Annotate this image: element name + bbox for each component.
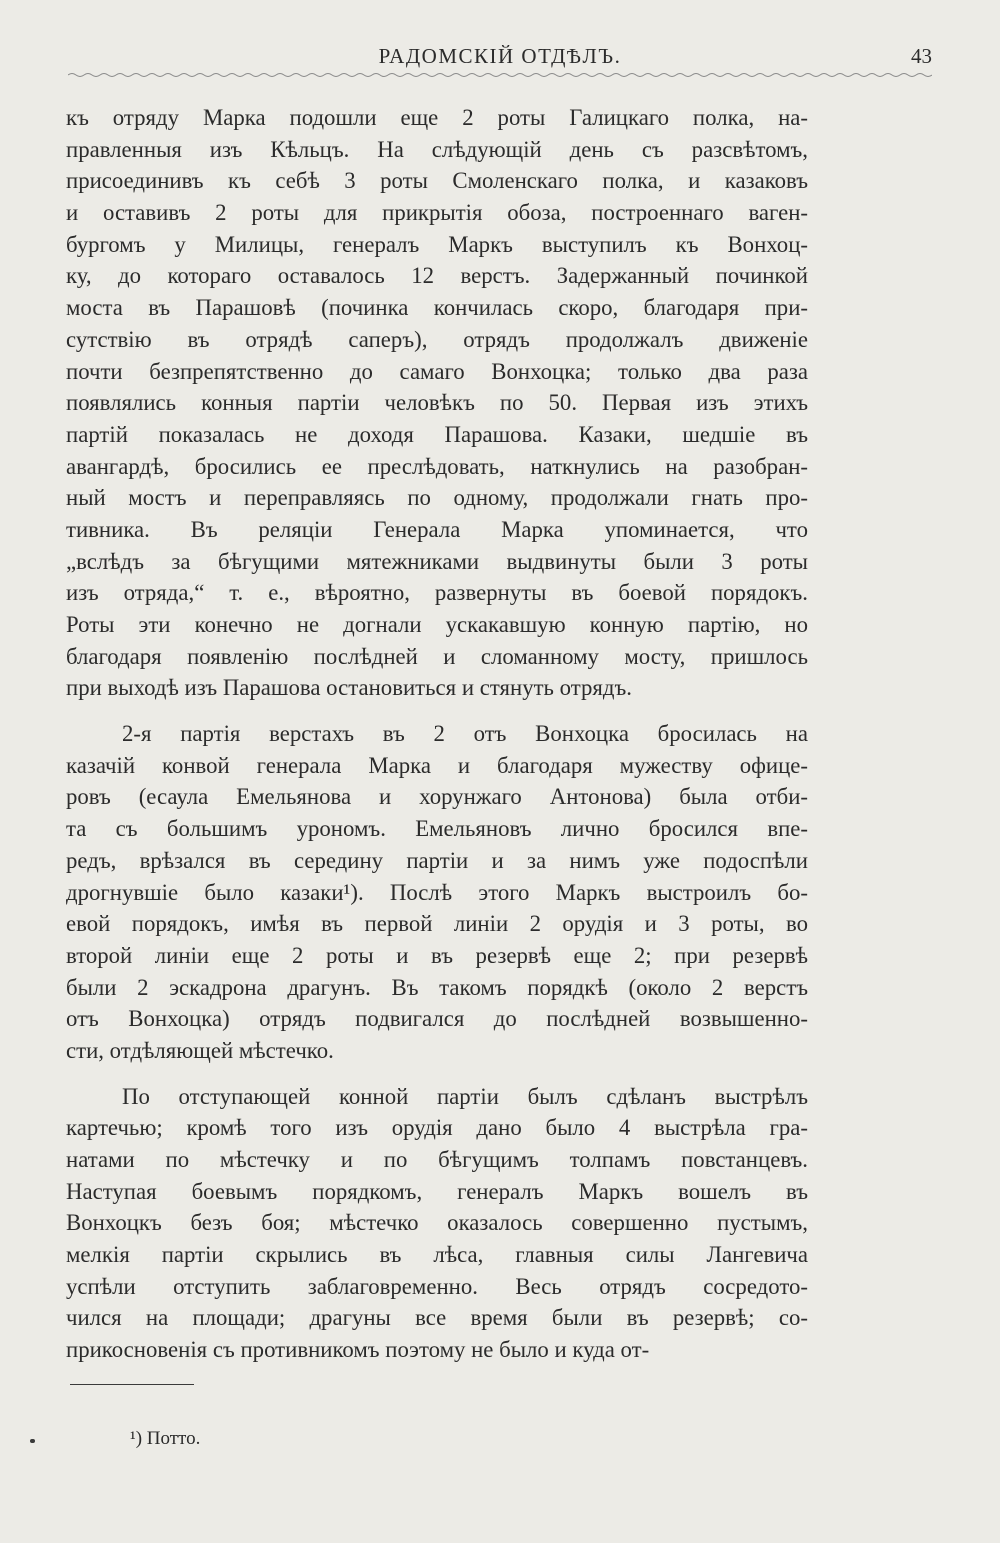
text-line: ный мостъ и переправляясь по одному, продолжали гнать про- [66,485,808,511]
running-title: РАДОМСКІЙ ОТДѢЛЪ. [378,44,622,68]
text-line: ку, до котораго оставалось 12 верстъ. Задержанный починкой [66,263,808,289]
text-line: при выходѣ изъ Парашова остановиться и стянуть отрядъ. [66,675,632,701]
text-line: партій показалась не доходя Парашова. Казаки, шедшіе въ [66,421,808,447]
paragraph-gap [66,704,808,718]
paragraph-2 [66,718,808,1067]
text-line: моста въ Парашовѣ (починка кончилась скоро, благодаря при- [66,295,808,321]
text-line: По отступающей конной партіи былъ сдѣланъ выстрѣлъ [122,1083,808,1109]
text-line: чился на площади; драгуны все время были въ резервѣ; со- [66,1305,808,1331]
text-line: дрогнувшіе было казаки¹). Послѣ этого Маркъ выстроилъ бо- [66,879,808,905]
text-line: къ отряду Марка подошли еще 2 роты Галицкаго полка, на- [66,105,808,130]
text-line: тивника. Въ реляціи Генерала Марка упоминается, что [66,516,808,542]
text-line: та съ большимъ урономъ. Емельяновъ лично бросился впе- [66,816,808,842]
footnote-marker: ¹) [130,1428,143,1449]
paragraph-1 [66,102,808,704]
text-line: бургомъ у Милицы, генералъ Маркъ выступилъ къ Вонхоц- [66,231,808,257]
text-line: натами по мѣстечку и по бѣгущимъ толпамъ повстанцевъ. [66,1147,808,1172]
paragraph-gap [66,1067,808,1081]
text-line: Наступая боевымъ порядкомъ, генералъ Маркъ вошелъ въ [66,1178,808,1204]
text-line: сутствію въ отрядѣ саперъ), отрядъ продолжалъ движеніе [66,326,808,352]
print-speck [30,1439,35,1443]
text-line: сти, отдѣляющей мѣстечко. [66,1037,334,1063]
footnote-text: Потто. [146,1428,201,1449]
body-text [66,102,808,1366]
text-line: „вслѣдъ за бѣгущими мятежниками выдвинуты были 3 роты [66,548,808,574]
footnote [130,1428,200,1450]
header-wavy-rule [68,70,932,80]
text-line: ровъ (есаула Емельянова и хорунжаго Антонова) была отби- [66,784,808,810]
text-line: казачій конвой генерала Марка и благодаря мужеству офице- [66,752,808,778]
text-line: Роты эти конечно не догнали ускакавшую конную партію, но [66,612,808,637]
text-line: были 2 эскадрона драгунъ. Въ такомъ порядкѣ (около 2 верстъ [66,974,808,1000]
footnote-rule [70,1384,194,1385]
text-line: Вонхоцкъ безъ боя; мѣстечко оказалось совершенно пустымъ, [66,1210,808,1236]
text-line: прикосновенія съ противникомъ поэтому не было и куда от- [66,1337,650,1363]
text-line: и оставивъ 2 роты для прикрытія обоза, построеннаго ваген- [66,200,808,226]
text-line: евой порядокъ, имѣя въ первой линіи 2 орудія и 3 роты, во [66,911,808,937]
text-line: появлялись конныя партіи человѣкъ по 50. Первая изъ этихъ [66,390,808,416]
text-line: авангардѣ, бросились ее преслѣдовать, наткнулись на разобран- [66,453,808,479]
text-line: редъ, врѣзался въ середину партіи и за нимъ уже подоспѣли [66,847,808,873]
page-number: 43 [911,44,932,68]
text-line: картечью; кромѣ того изъ орудія дано было 4 выстрѣла гра- [66,1115,808,1141]
text-line: присоединивъ къ себѣ 3 роты Смоленскаго полка, и казаковъ [66,168,808,194]
text-line: правленныя изъ Кѣльцъ. На слѣдующій день съ разсвѣтомъ, [66,136,808,162]
text-line: почти безпрепятственно до самаго Вонхоцка; только два раза [66,358,808,384]
text-line: успѣли отступить заблаговременно. Весь отрядъ сосредото- [66,1273,808,1299]
text-line: 2-я партія верстахъ въ 2 отъ Вонхоцка бросилась на [122,721,808,747]
text-line: благодаря появленію послѣдней и сломанному мосту, пришлось [66,643,808,669]
text-line: мелкія партіи скрылись въ лѣса, главныя силы Лангевича [66,1242,808,1268]
text-line: второй линіи еще 2 роты и въ резервѣ еще 2; при резервѣ [66,942,808,968]
text-line: изъ отряда,“ т. е., вѣроятно, развернуты въ боевой порядокъ. [66,580,808,606]
text-line: отъ Вонхоцка) отрядъ подвигался до послѣдней возвышенно- [66,1006,808,1032]
paragraph-3 [66,1081,808,1366]
